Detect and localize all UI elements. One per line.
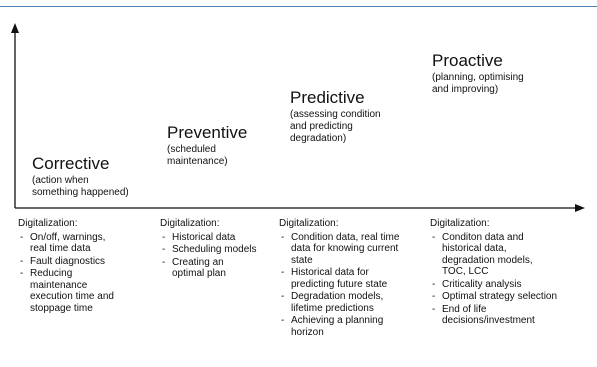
stage-subtitle: (assessing condition and predicting degradation) [290,109,381,144]
digitalization-list [430,232,575,327]
stage-corrective [32,155,129,199]
digitalization-item: - Creating an optimal plan [160,257,272,280]
digitalization-item: - Fault diagnostics [18,256,158,268]
digitalization-item: - Historical data [160,232,272,244]
digitalization-title: Digitalization: [279,218,339,229]
digitalization-proactive [430,218,575,328]
digitalization-item: - On/off, warnings, real time data [18,232,158,255]
stage-subtitle: (planning, optimising and improving) [432,72,524,95]
digitalization-item: - Degradation models, lifetime predictions [279,291,424,314]
stage-title: Preventive [167,123,248,142]
digitalization-predictive [279,218,424,339]
digitalization-item: - Achieving a planning horizon [279,315,424,338]
stage-title: Predictive [290,88,365,107]
digitalization-item: - Optimal strategy selection [430,291,575,303]
digitalization-item: - Condition data, real time data for knowing current state [279,232,424,267]
stage-predictive [290,89,381,144]
digitalization-item: - Conditon data and historical data, degradation models, TOC, LCC [430,232,575,278]
stage-title: Corrective [32,154,110,173]
digitalization-item: - Scheduling models [160,244,272,256]
digitalization-item: - Historical data for predicting future state [279,267,424,290]
vertical-axis-arrowhead [11,23,19,33]
stage-title: Proactive [432,51,503,70]
stage-proactive [432,52,524,96]
stage-preventive [167,124,247,168]
digitalization-corrective [18,218,158,315]
digitalization-title: Digitalization: [430,218,490,229]
digitalization-item: - Reducing maintenance execution time and stoppage time [18,268,158,314]
digitalization-title: Digitalization: [18,218,78,229]
digitalization-list [279,232,424,339]
digitalization-list [18,232,158,315]
digitalization-item: - End of life decisions/investment [430,304,575,327]
horizontal-axis-arrowhead [575,204,585,212]
digitalization-list [160,232,272,280]
stage-subtitle: (action when something happened) [32,175,129,198]
stage-subtitle: (scheduled maintenance) [167,144,228,167]
digitalization-title: Digitalization: [160,218,220,229]
digitalization-preventive [160,218,272,281]
digitalization-item: - Criticality analysis [430,279,575,291]
